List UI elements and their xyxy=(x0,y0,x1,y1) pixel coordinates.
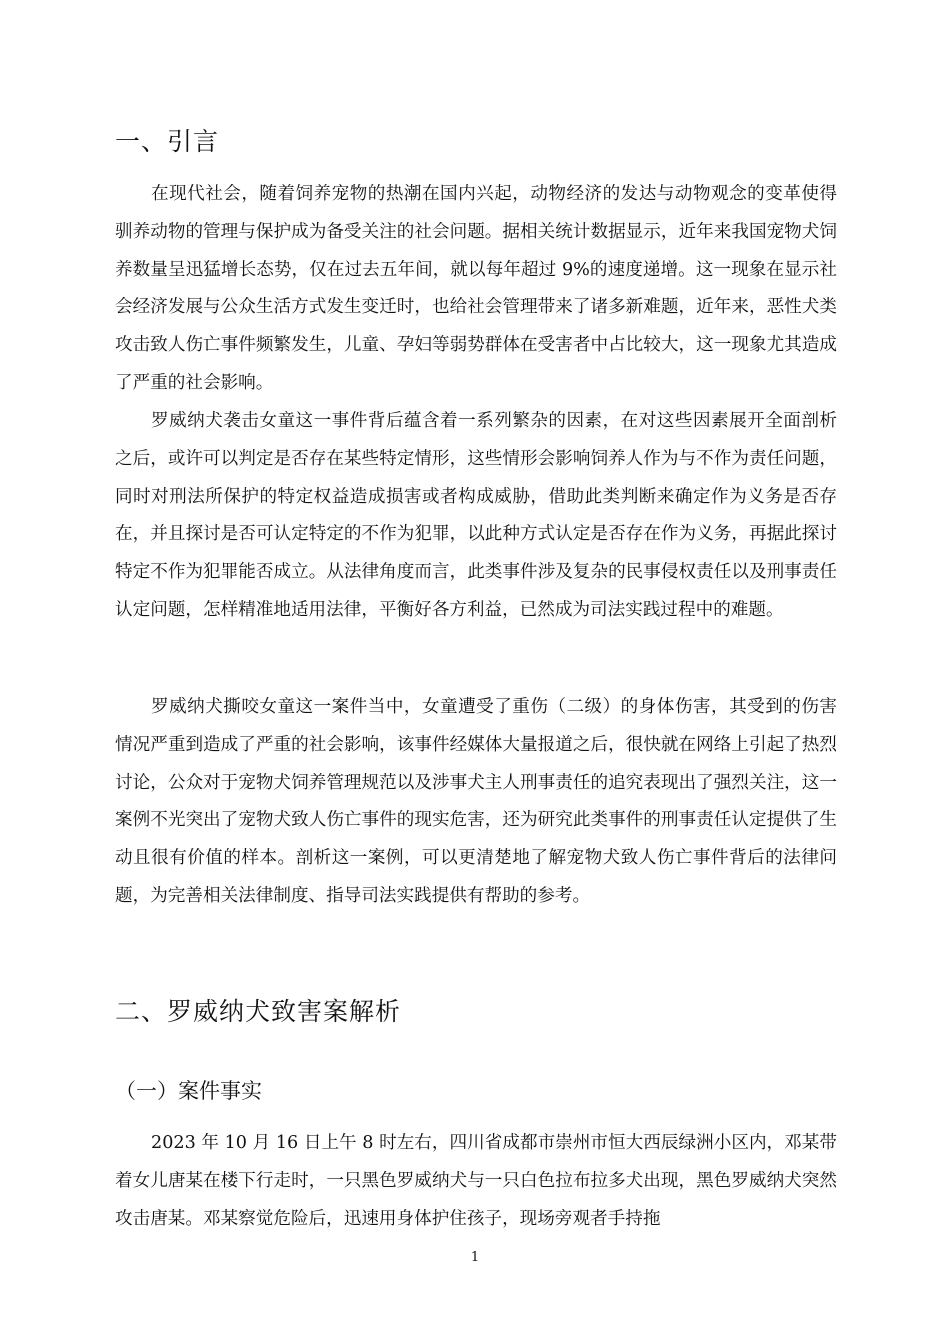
page-number: 1 xyxy=(470,1250,480,1265)
paragraph-4: 2023 年 10 月 16 日上午 8 时左右，四川省成都市崇州市恒大西辰绿洲小区内，邓某带着女儿唐某在楼下行走时，一只黑色罗威纳犬与一只白色拉布拉多犬出现，黑色罗威纳犬突然攻击唐某。邓某察觉危险后，迅速用身体护住孩子，现场旁观者手持拖 xyxy=(115,1133,837,1229)
section-heading-case-analysis: 二、罗威纳犬致害案解析 xyxy=(115,997,402,1026)
subsection-heading-case-facts: （一）案件事实 xyxy=(115,1079,262,1103)
section-heading-introduction: 一、引言 xyxy=(115,127,220,156)
paragraph-1: 在现代社会，随着饲养宠物的热潮在国内兴起，动物经济的发达与动物观念的变革使得驯养动物的管理与保护成为备受关注的社会问题。据相关统计数据显示，近年来我国宠物犬饲养数量呈迅猛增长态势，仅在过去五年间，就以每年超过 9%的速度递增。这一现象在显示社会经济发展与公众生活方式发生变迁时，也给社会管理带来了诸多新难题，近年来，恶性犬类攻击致人伤亡事件频繁发生，儿童、孕妇等弱势群体在受害者中占比较大，这一现象尤其造成了严重的社会影响。 xyxy=(115,184,837,393)
paragraph-2: 罗威纳犬袭击女童这一事件背后蕴含着一系列繁杂的因素，在对这些因素展开全面剖析之后，或许可以判定是否存在某些特定情形，这些情形会影响饲养人作为与不作为责任问题，同时对刑法所保护的特定权益造成损害或者构成威胁，借助此类判断来确定作为义务是否存在，并且探讨是否可认定特定的不作为犯罪，以此种方式认定是否存在作为义务，再据此探讨特定不作为犯罪能否成立。从法律角度而言，此类事件涉及复杂的民事侵权责任以及刑事责任认定问题，怎样精准地适用法律，平衡好各方利益，已然成为司法实践过程中的难题。 xyxy=(115,411,837,620)
paragraph-3: 罗威纳犬撕咬女童这一案件当中，女童遭受了重伤（二级）的身体伤害，其受到的伤害情况严重到造成了严重的社会影响，该事件经媒体大量报道之后，很快就在网络上引起了热烈讨论，公众对于宠物犬饲养管理规范以及涉事犬主人刑事责任的追究表现出了强烈关注，这一案例不光突出了宠物犬致人伤亡事件的现实危害，还为研究此类事件的刑事责任认定提供了生动且很有价值的样本。剖析这一案例，可以更清楚地了解宠物犬致人伤亡事件背后的法律问题，为完善相关法律制度、指导司法实践提供有帮助的参考。 xyxy=(115,697,837,906)
